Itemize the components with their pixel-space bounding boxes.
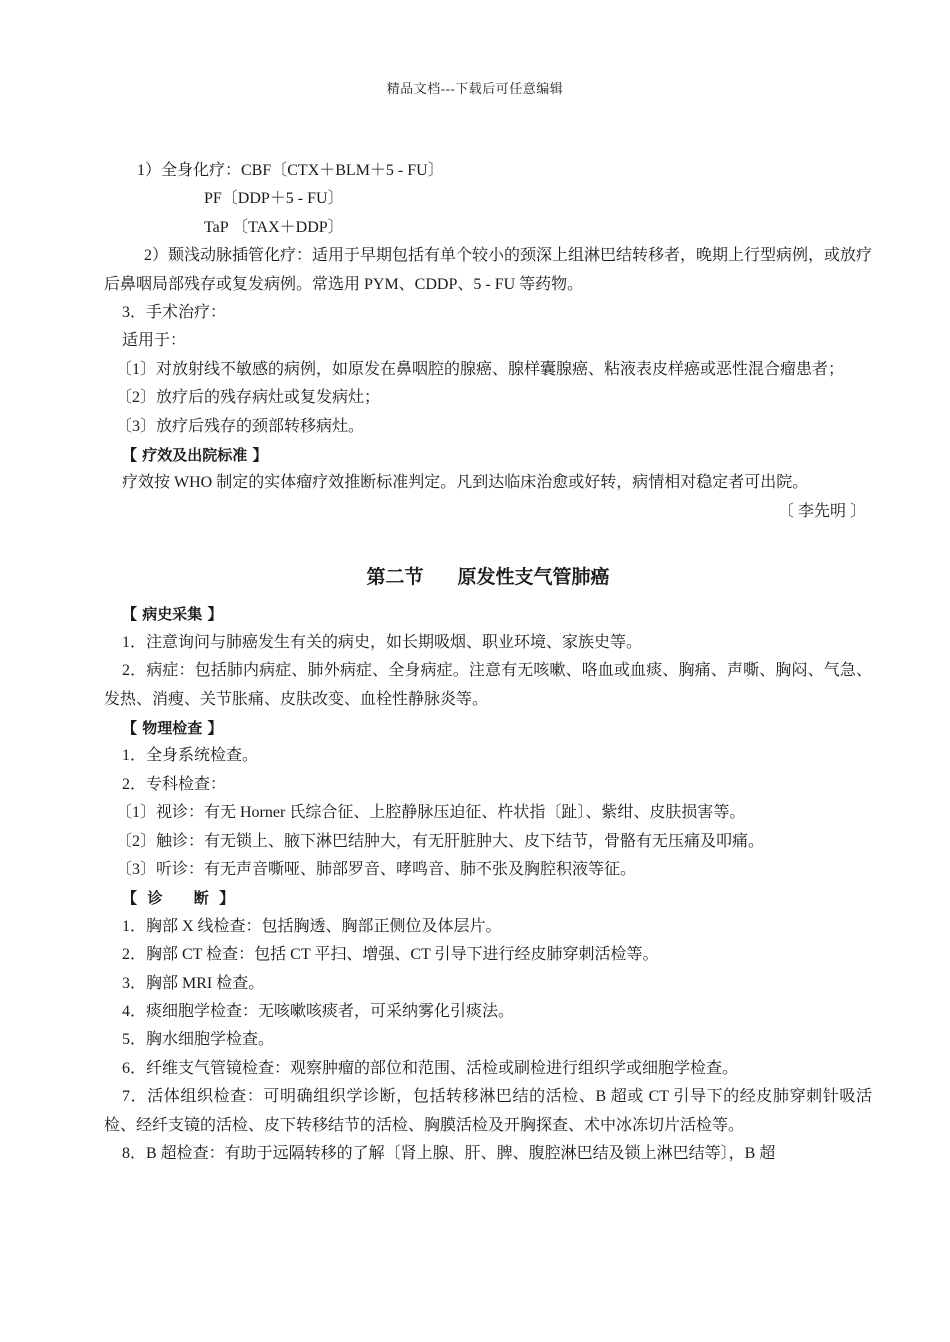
history-item-1: 1．注意询问与肺癌发生有关的病史，如长期吸烟、职业环境、家族史等。 [122,633,643,651]
exam-item-2-1: 〔1〕视诊：有无 Horner 氏综合征、上腔静脉压迫征、杵状指〔趾〕、紫绀、皮肤损害等。 [116,804,746,822]
author-signature: 〔 李先明 〕 [777,502,866,520]
diag-item-4: 4．痰细胞学检查：无咳嗽咳痰者，可采纳雾化引痰法。 [122,1002,515,1020]
surgery-title: 3．手术治疗： [122,304,227,322]
document-body [104,157,872,1168]
diag-item-1: 1．胸部 X 线检查：包括胸透、胸部正侧位及体层片。 [122,917,502,935]
diag-item-7: 7．活体组织检查：可明确组织学诊断，包括转移淋巴结的活检、B 超或 CT 引导下的经皮肺穿刺针吸活检、经纤支镜的活检、皮下转移结节的活检、胸膜活检及开胸探查、术中冰冻切片活检等。 [104,1088,872,1134]
diag-item-3: 3．胸部 MRI 检查。 [122,974,265,992]
diag-item-6: 6．纤维支气管镜检查：观察肿瘤的部位和范围、活检或刷检进行组织学或细胞学检查。 [122,1059,739,1077]
diag-item-2: 2．胸部 CT 检查：包括 CT 平扫、增强、CT 引导下进行经皮肺穿刺活检等。 [122,946,659,964]
diag-item-8: 8．B 超检查：有助于远隔转移的了解〔肾上腺、肝、脾、腹腔淋巴结及锁上淋巴结等〕，B 超 [122,1145,776,1162]
chemo-systemic: 1）全身化疗：CBF〔CTX＋BLM＋5 - FU〕 [137,162,444,179]
chemo-regimen-pf: PF〔DDP＋5 - FU〕 [204,190,344,208]
surgery-applies: 适用于： [122,332,187,350]
exam-item-2-3: 〔3〕听诊：有无声音嘶哑、肺部罗音、哮鸣音、肺不张及胸腔积液等征。 [116,860,637,878]
page-header: 精品文档---下载后可任意编辑 [386,81,564,96]
exam-heading: 【 物理检查 】 [122,718,223,737]
section-name: 原发性支气管肺癌 [457,566,610,589]
surgery-item-1: 〔1〕对放射线不敏感的病例，如原发在鼻咽腔的腺癌、腺样囊腺癌、粘液表皮样癌或恶性混合瘤患者； [116,360,845,378]
chemo-arterial: 2）颞浅动脉插管化疗：适用于早期包括有单个较小的颈深上组淋巴结转移者，晚期上行型病例，或放疗后鼻咽局部残存或复发病例。常选用 PYM、CDDP、5 - FU 等药物。 [104,247,873,293]
surgery-item-2: 〔2〕放疗后的残存病灶或复发病灶； [116,389,381,407]
exam-item-1: 1．全身系统检查。 [122,747,259,765]
diag-item-5: 5．胸水细胞学检查。 [122,1031,275,1049]
section-number: 第二节 [366,566,424,589]
section-title [104,562,872,592]
efficacy-heading: 【 疗效及出院标准 】 [122,446,268,465]
history-item-2: 2．病症：包括肺内病症、肺外病症、全身病症。注意有无咳嗽、咯血或血痰、胸痛、声嘶、胸闷、气急、发热、消瘦、关节胀痛、皮肤改变、血栓性静脉炎等。 [104,662,872,708]
efficacy-text: 疗效按 WHO 制定的实体瘤疗效推断标准判定。凡到达临床治愈或好转，病情相对稳定者可出院。 [122,474,809,492]
diagnosis-heading: 【 诊 断 】 [122,889,235,908]
exam-item-2: 2．专科检查： [122,775,227,793]
exam-item-2-2: 〔2〕触诊：有无锁上、腋下淋巴结肿大，有无肝脏肿大、皮下结节，骨骼有无压痛及叩痛。 [116,832,765,850]
surgery-item-3: 〔3〕放疗后残存的颈部转移病灶。 [116,417,365,435]
history-heading: 【 病史采集 】 [122,605,223,624]
chemo-regimen-tap: TaP 〔TAX＋DDP〕 [204,218,344,236]
